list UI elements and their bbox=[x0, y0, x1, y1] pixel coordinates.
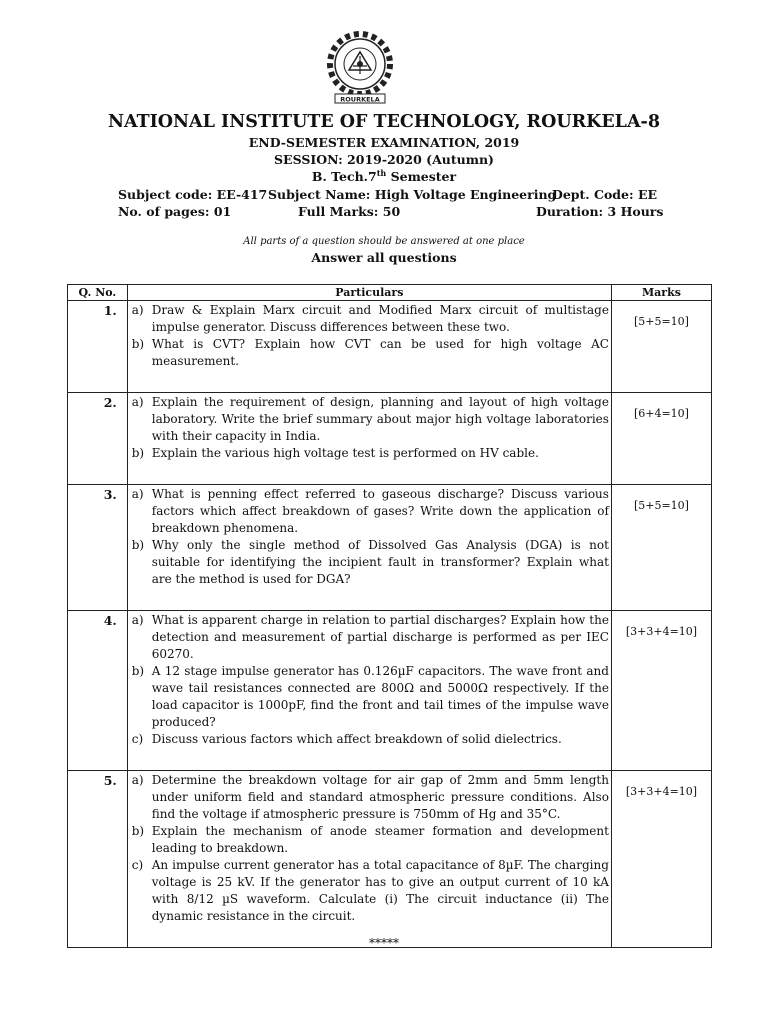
sub-question-text: What is CVT? Explain how CVT can be used for high voltage AC measurement. bbox=[151, 337, 609, 368]
question-particulars bbox=[127, 611, 611, 749]
subject-code: Subject code: EE-417 bbox=[118, 187, 268, 202]
sub-question-label: b) bbox=[131, 824, 145, 838]
question-number: 5. bbox=[68, 771, 128, 926]
question-spacer bbox=[68, 588, 712, 611]
sub-question bbox=[132, 731, 609, 748]
end-stars: ***** bbox=[369, 936, 399, 950]
sub-question-text: Determine the breakdown voltage for air gap of 2mm and 5mm length under uniform field and standard atmospheric pressure conditions. Also find the voltage if atmospheric pressure is 750mm of Hg and 35°C. bbox=[151, 773, 609, 821]
sub-question bbox=[132, 537, 609, 588]
session-line: SESSION: 2019-2020 (Autumn) bbox=[274, 152, 494, 167]
sub-question bbox=[132, 394, 609, 445]
question-number: 2. bbox=[68, 393, 128, 463]
question-particulars bbox=[127, 485, 611, 589]
sub-question-text: Explain the requirement of design, planning and layout of high voltage laboratory. Write the brief summary about major high voltage laboratories with their capacity in India. bbox=[151, 395, 609, 443]
sub-question bbox=[132, 663, 609, 731]
sub-question bbox=[132, 612, 609, 663]
sub-question bbox=[132, 823, 609, 857]
sub-question-text: Discuss various factors which affect breakdown of solid dielectrics. bbox=[151, 732, 562, 746]
spacer-cell bbox=[68, 462, 128, 485]
question-marks: [5+5=10] bbox=[611, 301, 711, 371]
sub-question-label: c) bbox=[131, 732, 144, 746]
spacer-cell bbox=[611, 462, 711, 485]
question-number: 3. bbox=[68, 485, 128, 589]
spacer-cell bbox=[127, 748, 611, 771]
semester-sup: th bbox=[376, 168, 387, 178]
question-particulars bbox=[127, 393, 611, 463]
col-particulars-header: Particulars bbox=[127, 285, 611, 301]
sub-question-label: c) bbox=[131, 858, 144, 872]
institute-title: NATIONAL INSTITUTE OF TECHNOLOGY, ROURKELA-8 bbox=[107, 112, 660, 132]
question-row bbox=[68, 393, 712, 463]
question-particulars bbox=[127, 301, 611, 371]
sub-question bbox=[132, 486, 609, 537]
table-header-row bbox=[68, 285, 712, 301]
sub-question-label: a) bbox=[131, 303, 144, 317]
semester-suffix: Semester bbox=[386, 169, 457, 185]
spacer-cell bbox=[611, 588, 711, 611]
sub-question bbox=[132, 445, 609, 462]
sub-question bbox=[132, 302, 609, 336]
exam-title: END-SEMESTER EXAMINATION, 2019 bbox=[248, 135, 520, 150]
sub-question-text: A 12 stage impulse generator has 0.126µF capacitors. The wave front and wave tail resistances connected are 800Ω and 5000Ω respectively. If the load capacitor is 1000pF, find the front and tail times of the impulse wave produced? bbox=[151, 664, 609, 729]
semester-prefix: B. Tech.7 bbox=[311, 169, 377, 185]
sub-question-text: An impulse current generator has a total capacitance of 8µF. The charging voltage is 25 kV. If the generator has to give an output current of 10 kA with 8/12 µS waveform. Calculate (i) The circuit inductance (ii) The dynamic resistance in the circuit. bbox=[151, 858, 609, 923]
subject-name: Subject Name: High Voltage Engineering bbox=[268, 187, 557, 202]
question-row bbox=[68, 301, 712, 371]
question-row bbox=[68, 771, 712, 926]
col-qno-header: Q. No. bbox=[68, 285, 128, 301]
sub-question-label: b) bbox=[131, 664, 145, 678]
question-marks: [6+4=10] bbox=[611, 393, 711, 463]
sub-question-text: Why only the single method of Dissolved Gas Analysis (DGA) is not suitable for identifying the incipient fault in transformer? Explain what are the method is used for DGA? bbox=[151, 538, 609, 586]
spacer-cell bbox=[611, 370, 711, 393]
sub-question-text: What is penning effect referred to gaseous discharge? Discuss various factors which affect breakdown of gases? Write down the application of breakdown phenomena. bbox=[151, 487, 609, 535]
sub-question-text: Explain the mechanism of anode steamer formation and development leading to breakdown. bbox=[151, 824, 609, 855]
sub-question-label: a) bbox=[131, 395, 144, 409]
sub-question-label: b) bbox=[131, 446, 145, 460]
sub-question bbox=[132, 772, 609, 823]
question-number: 1. bbox=[68, 301, 128, 371]
question-spacer bbox=[68, 370, 712, 393]
sub-question-label: a) bbox=[131, 613, 144, 627]
nit-rourkela-logo bbox=[323, 30, 397, 110]
duration: Duration: 3 Hours bbox=[536, 204, 664, 219]
spacer-cell bbox=[127, 370, 611, 393]
instruction-note: All parts of a question should be answered at one place bbox=[243, 236, 525, 247]
full-marks: Full Marks: 50 bbox=[298, 204, 401, 219]
sub-question-label: b) bbox=[131, 538, 145, 552]
spacer-cell bbox=[611, 748, 711, 771]
question-rows bbox=[68, 301, 712, 948]
sub-question-label: b) bbox=[131, 337, 145, 351]
sub-question-text: What is apparent charge in relation to partial discharges? Explain how the detection and measurement of partial discharge is performed as per IEC 60270. bbox=[151, 613, 609, 661]
spacer-cell bbox=[68, 588, 128, 611]
sub-question-text: Draw & Explain Marx circuit and Modified Marx circuit of multistage impulse generator. Discuss differences between these two. bbox=[151, 303, 609, 334]
spacer-cell bbox=[68, 370, 128, 393]
question-particulars bbox=[127, 771, 611, 926]
question-row bbox=[68, 485, 712, 589]
col-marks-header: Marks bbox=[611, 285, 711, 301]
logo-text: ROURKELA bbox=[340, 95, 380, 104]
dept-code: Dept. Code: EE bbox=[552, 187, 658, 202]
spacer-cell bbox=[127, 588, 611, 611]
question-table bbox=[67, 284, 712, 948]
question-marks: [3+3+4=10] bbox=[611, 771, 711, 926]
question-marks: [3+3+4=10] bbox=[611, 611, 711, 749]
sub-question-label: a) bbox=[131, 773, 144, 787]
number-of-pages: No. of pages: 01 bbox=[118, 204, 232, 219]
sub-question-text: Explain the various high voltage test is performed on HV cable. bbox=[151, 446, 539, 460]
spacer-cell bbox=[127, 462, 611, 485]
sub-question bbox=[132, 857, 609, 925]
sub-question bbox=[132, 336, 609, 370]
sub-question-label: a) bbox=[131, 487, 144, 501]
semester-line bbox=[0, 168, 768, 184]
question-spacer bbox=[68, 462, 712, 485]
spacer-cell bbox=[68, 748, 128, 771]
question-spacer bbox=[68, 748, 712, 771]
answer-all-instruction: Answer all questions bbox=[311, 250, 457, 265]
question-number: 4. bbox=[68, 611, 128, 749]
question-marks: [5+5=10] bbox=[611, 485, 711, 589]
question-row bbox=[68, 611, 712, 749]
